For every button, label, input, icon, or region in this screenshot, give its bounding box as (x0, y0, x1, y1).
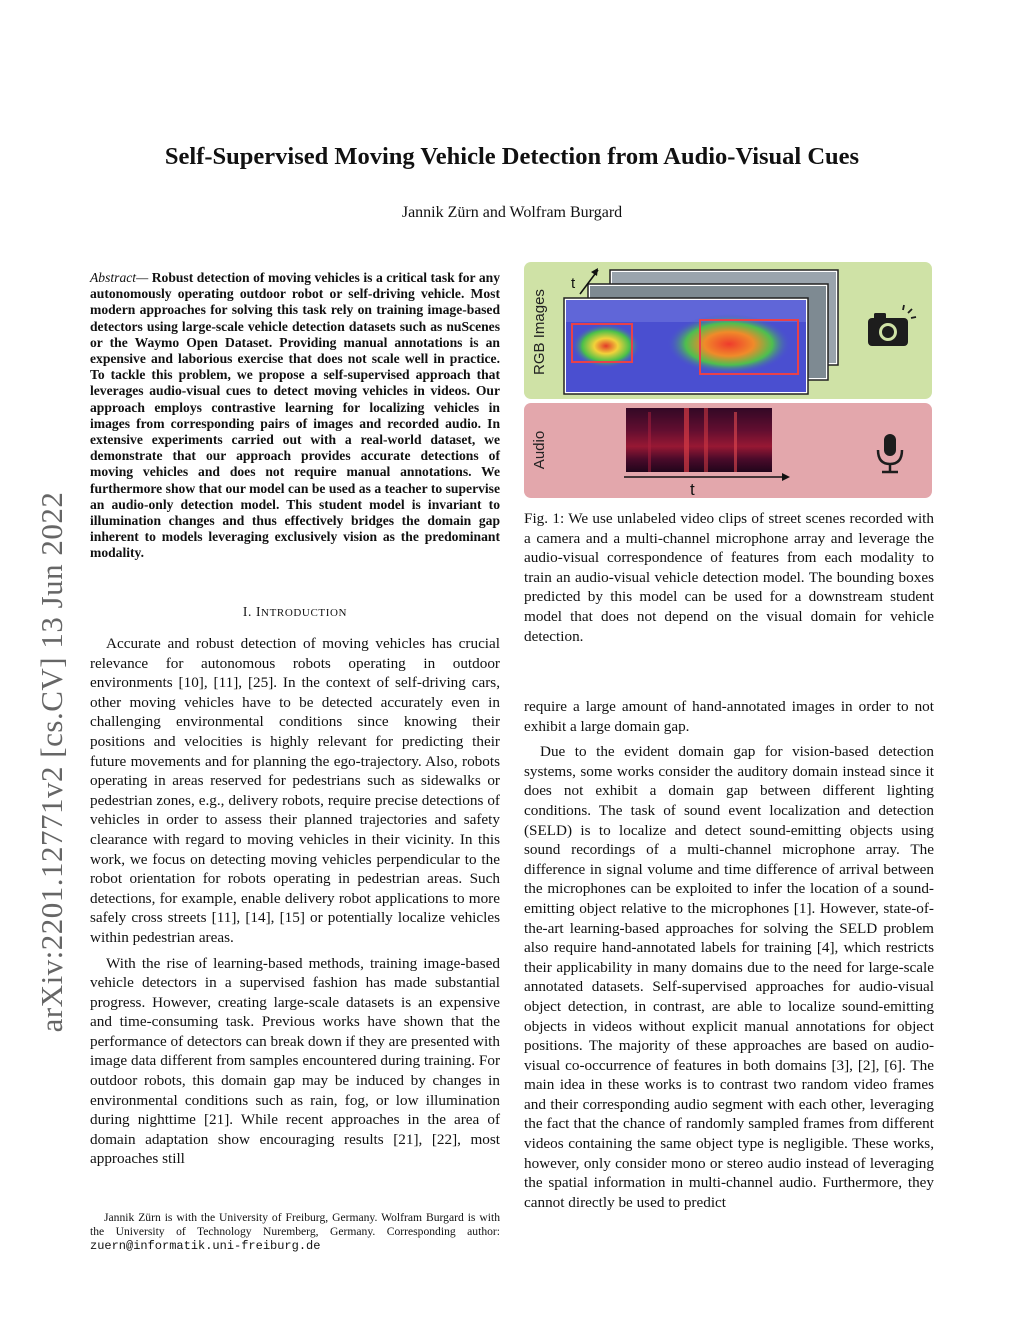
abstract (90, 270, 500, 562)
right-paragraph-1: require a large amount of hand-annotated images in order to not exhibit a large domain gap. (524, 698, 934, 735)
time-label-audio: t (690, 480, 695, 498)
right-paragraph-2: Due to the evident domain gap for vision-based detection systems, some works consider the auditory domain instead since it does not exhibit a domain gap between different lighting conditions. The task of sound event localization and detection (SELD) is to localize and detect sound-emitting objects using sound recordings of a multi-channel microphone array. The difference in signal volume and time difference of arrival between the microphones can be exploited to infer the location of a sound-emitting object relative to the microphones [1]. However, state-of-the-art learning-based approaches for solving the SELD problem also require hand-annotated labels for training [4], which restricts their applicability in many domains due to the need for large-scale annotated datasets. Self-supervised approaches for audio-visual object detection, in contrast, are able to localize sound-emitting objects in videos without explicit manual annotations for object positions. The majority of these approaches are based on audio-visual co-occurrence of features in both domains [3], [2], [6]. The main idea in these works is to contrast two random video frames and their corresponding audio segment with each other, leveraging the fact that the chance of randomly sampled frames from different videos containing the same object type is negligible. These works, however, only consider mono or stereo audio instead of leveraging the spatial information in multi-channel audio. Furthermore, they cannot directly be used to predict (524, 743, 934, 1211)
audio-spectrogram (626, 408, 772, 472)
heatmap-blob-right (667, 314, 791, 374)
paper-authors: Jannik Zürn and Wolfram Burgard (401, 204, 623, 221)
introduction-body (90, 634, 500, 1175)
audio-label: Audio (531, 430, 548, 470)
time-label-rgb: t (571, 275, 576, 292)
section-rest-caps: NTRODUCTION (261, 607, 348, 619)
intro-paragraph-2: With the rise of learning-based methods, training image-based vehicle detectors in a supervised fashion has made substantial progress. However, creating large-scale datasets is an expensive and time-consuming task. Previous works have shown that the performance of detectors can break down if they are presented with image data different from samples encountered during training. For outdoor robots, this domain gap may be induced by changes in environmental conditions such as rain, fog, or low illumination during nighttime [21]. While recent approaches in the area of domain adaptation show encouraging results [21], [22], most approaches still (90, 954, 500, 1168)
figure-1-caption: Fig. 1: We use unlabeled video clips of street scenes recorded with a camera and a multi-channel microphone array and leverage the audio-visual correspondence of features from each modality to train an audio-visual vehicle detection model. The bounding boxes predicted by this model can be used for a downstream student model that does not depend on the visual domain for vehicle detection. (524, 510, 934, 645)
section-first-letter: I (255, 604, 262, 619)
intro-paragraph-1: Accurate and robust detection of moving vehicles has crucial relevance for autonomous robots operating in outdoor environments [10], [11], [25]. In the context of self-driving cars, other moving vehicles have to be detected accurately even in challenging environmental conditions since knowing their positions and velocities is highly relevant for predicting their future movements and for planning the ego-trajectory. Also, robots operating in areas reserved for pedestrians such as sidewalks or pedestrian zones, e.g., delivery robots, require precise detections of vehicles in order to assess their planned trajectories and safety clearance with regard to moving vehicles in their vicinity. In this work, we focus on detecting moving vehicles perpendicular to the robot orientation for robots operating in pedestrian areas. Such detections, for example, enable delivery robot applications to more safely cross streets [11], [14], [15] or potentially localize vehicles within pedestrian areas. (90, 635, 500, 946)
video-frame-stack (564, 270, 838, 394)
abstract-dash: — (136, 270, 149, 285)
section-number: I. (242, 604, 256, 619)
paper-title: Self-Supervised Moving Vehicle Detection from Audio-Visual Cues (164, 143, 860, 170)
rgb-images-label: RGB Images (531, 289, 548, 375)
abstract-label: Abstract (90, 270, 137, 285)
author-footnote (90, 1211, 500, 1253)
footnote-text: Jannik Zürn is with the University of Freiburg, Germany. Wolfram Burgard is with the University of Technology Nuremberg, Germany. Corresponding author: (90, 1211, 500, 1238)
section-heading-introduction (90, 604, 500, 620)
introduction-body-right (524, 697, 934, 1218)
frame-front-background (566, 300, 806, 322)
footnote-email: zuern@informatik.uni-freiburg.de (90, 1239, 321, 1253)
arxiv-identifier-text: arXiv:2201.12771v2 [cs.CV] 13 Jun 2022 (34, 491, 69, 1033)
abstract-text: Robust detection of moving vehicles is a critical task for any autonomously operating outdoor robot or self-driving vehicle. Most modern approaches for solving this task rely on training image-based detectors using large-scale vehicle detection datasets such as nuScenes or the Waymo Open Dataset. Providing manual annotations is an expensive and laborious exercise that does not scale well in practice. To tackle this problem, we propose a self-supervised approach that leverages audio-visual cues to detect moving vehicles in videos. Our approach employs contrastive learning for localizing vehicles in images from corresponding pairs of images and recorded audio. In extensive experiments carried out with a real-world dataset, we demonstrate that our approach provides accurate detections of moving vehicles and does not require manual annotations. We furthermore show that our model can be used as a teacher to supervise an audio-only detection model. This student model is invariant to illumination changes and thus effectively bridges the domain gap inherent to models leveraging exclusively vision as the predominant modality. (90, 270, 501, 561)
figure-1 (524, 262, 932, 498)
figure-1-graphic (524, 262, 932, 498)
